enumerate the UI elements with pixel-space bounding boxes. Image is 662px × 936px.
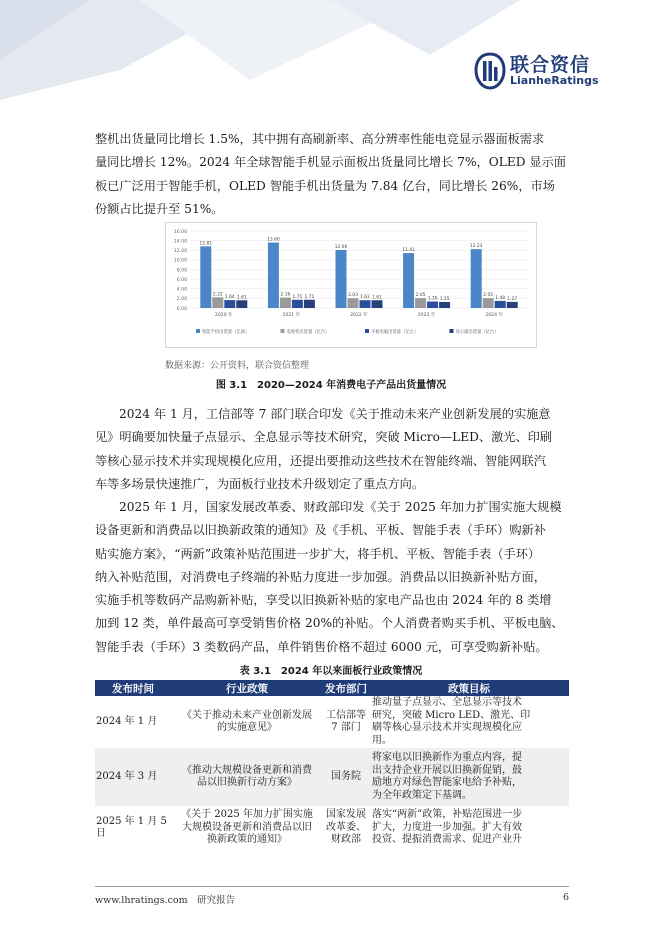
brand-logo (474, 50, 624, 94)
text-line: 智能手表（手环）3 类数码产品，单件销售价格不超过 6000 元，可享受购新补贴。 (95, 639, 548, 654)
data-label: 1.35 (427, 296, 438, 302)
text-line: 加到 12 类，单件最高可享受销售价格 20%的补贴。个人消费者购买手机、平板电脑、 (95, 616, 564, 631)
cell-line: 推动量子点显示、全息显示等技术 (372, 697, 522, 708)
y-tick-label: 16.00 (173, 229, 187, 235)
chart-bar (483, 298, 494, 308)
chart-bar (415, 298, 426, 308)
data-label: 1.48 (495, 295, 506, 301)
footer-divider (95, 886, 569, 887)
cell-line: 品以旧换新行动方案》 (197, 777, 297, 788)
cell-policy (171, 696, 323, 748)
cell-line: 换新政策的通知》 (207, 834, 287, 846)
data-label: 1.71 (304, 294, 315, 300)
y-tick-label: 8.00 (176, 268, 187, 274)
chart-bar (348, 298, 359, 308)
cell-line: 国家发展 (326, 809, 366, 821)
table-row (95, 748, 569, 806)
data-label: 13.60 (267, 237, 280, 243)
cell-line: 出支持企业开展以旧换新促销，鼓 (372, 764, 522, 776)
cell-line: 2024 年 1 月 (96, 715, 158, 727)
text-line: 纳入补贴范围，对消费电子终端的补贴力度进一步加强。消费品以旧换新补贴方面， (95, 569, 546, 584)
cell-line: 日 (96, 828, 106, 839)
policy-table (95, 680, 569, 850)
cell-policy (171, 748, 323, 806)
cell-line: 工信部等 (326, 709, 366, 721)
cell-time (95, 748, 171, 806)
cell-line: 《关于 2025 年加力扩围实施 (181, 809, 313, 821)
data-label: 2.05 (415, 293, 426, 299)
y-tick-label: 12.00 (173, 249, 187, 255)
legend-label: 显示器出货量（亿台） (455, 330, 499, 335)
data-label: 1.61 (236, 295, 247, 301)
logo-mark-icon (474, 52, 506, 90)
legend-label: 平板电脑出货量（亿台） (371, 330, 419, 335)
cell-line: 财政部 (331, 834, 361, 846)
y-tick-label: 0.00 (176, 306, 187, 312)
cell-line: 的实施意见》 (217, 722, 277, 733)
chart-bar (427, 302, 438, 308)
data-label: 12.23 (469, 244, 483, 250)
x-tick-label: 2024 年 (485, 313, 504, 318)
data-label: 12.81 (199, 241, 213, 247)
chart-bar (403, 253, 414, 308)
cell-line: 研究，突破 Micro LED、激光、印 (372, 709, 531, 721)
chart-bar (304, 300, 315, 308)
cell-line: 《推动大规模设备更新和消费 (182, 764, 312, 776)
cell-time (95, 806, 171, 850)
y-tick-label: 10.00 (173, 258, 187, 264)
cell-line: 将家电以旧换新作为重点内容，提 (372, 752, 522, 763)
chart-canvas (166, 223, 536, 347)
legend-swatch (281, 329, 285, 333)
column-header: 发布部门 (323, 680, 369, 696)
chart-bar (200, 246, 211, 308)
data-label: 2.03 (348, 293, 358, 299)
chart-bar (268, 243, 279, 308)
cell-line: 国务院 (331, 770, 361, 782)
page-number: 6 (562, 892, 569, 903)
data-label: 1.62 (360, 295, 370, 301)
chart-bar (212, 297, 223, 308)
cell-line: 用。 (372, 734, 392, 746)
data-label: 1.71 (292, 294, 303, 300)
text-line: 整机出货量同比增长 1.5%，其中拥有高刷新率、高分辨率性能电竞显示器面板需求 (95, 132, 545, 146)
data-label: 1.61 (372, 295, 382, 301)
column-header: 行业政策 (171, 680, 323, 696)
y-tick-label: 4.00 (176, 287, 187, 293)
figure-caption: 图 3.1 2020—2024 年消费电子产品出货量情况 (215, 380, 447, 391)
cell-line: 2024 年 3 月 (96, 770, 158, 782)
data-label: 11.41 (402, 248, 415, 254)
data-label: 1.27 (507, 296, 518, 302)
cell-line: 落实“两新”政策，补贴范围进一步 (372, 809, 523, 821)
y-tick-label: 6.00 (176, 277, 187, 283)
paragraph-1 (95, 128, 569, 221)
chart-bar (507, 302, 518, 308)
chart-bar (280, 298, 291, 308)
footer-site: www.lhratings.com 研究报告 (95, 895, 236, 906)
data-label: 1.25 (439, 296, 450, 302)
chart-bar (471, 249, 482, 308)
chart-bar (439, 302, 450, 308)
text-line: 量同比增长 12%。2024 年全球智能手机显示面板出货量同比增长 7%，OLED 显示面 (95, 155, 566, 170)
y-tick-label: 14.00 (173, 239, 187, 245)
paragraph-2 (95, 403, 569, 496)
table-row (95, 806, 569, 850)
cell-goal (369, 806, 569, 850)
chart-bar (236, 300, 247, 308)
text-line: 2025 年 1 月，国家发展改革委、财政部印发《关于 2025 年加力扩围实施大规模 (119, 500, 562, 514)
text-line: 实施手机等数码产品购新补贴，享受以旧换新补贴的家电产品也由 2024 年的 8 类增 (95, 593, 552, 608)
x-tick-label: 2022 年 (350, 313, 368, 318)
chart-bar (292, 300, 303, 308)
shipment-chart (165, 222, 537, 348)
chart-bar (495, 301, 506, 308)
logo-english-name: LianheRatings (510, 74, 599, 87)
paragraph-3 (95, 496, 569, 659)
cell-line: 扩大，力度进一步加强。扩大有效 (372, 821, 522, 833)
chart-bar (224, 300, 235, 308)
x-tick-label: 2020 年 (214, 313, 233, 318)
cell-line: 改革委、 (326, 821, 366, 833)
cell-line: 刷等核心显示技术并实现规模化应 (372, 722, 522, 733)
text-line: 份额占比提升至 51%。 (95, 201, 224, 216)
text-line: 板已广泛用于智能手机，OLED 智能手机出货量为 7.84 亿台，同比增长 26%，市场 (95, 178, 555, 193)
text-line: 贴实施方案》，“两新”政策补贴范围进一步扩大，将手机、平板、智能手表（手环） (95, 546, 541, 561)
data-label: 2.16 (280, 292, 291, 298)
legend-label: 电视机出货量（亿台） (286, 330, 330, 335)
chart-bar (336, 250, 347, 308)
x-tick-label: 2023 年 (417, 313, 436, 318)
text-line: 车等多场景快速推广，为面板行业技术升级划定了重点方向。 (95, 476, 425, 491)
y-tick-label: 2.00 (176, 297, 187, 303)
data-label: 12.06 (334, 244, 348, 250)
column-header: 发布时间 (95, 680, 171, 696)
cell-dept (323, 696, 369, 748)
column-header: 政策目标 (369, 680, 569, 696)
source-note: 数据来源：公开资料，联合资信整理 (165, 361, 310, 371)
cell-policy (171, 806, 323, 850)
table-header-row (95, 680, 569, 696)
chart-bar (360, 300, 371, 308)
text-line: 2024 年 1 月，工信部等 7 部门联合印发《关于推动未来产业创新发展的实施意 (119, 407, 551, 421)
table-row (95, 696, 569, 748)
text-line: 等核心显示技术并实现规模化应用，还提出要推动这些技术在智能终端、智能网联汽 (95, 453, 546, 468)
legend-swatch (196, 329, 200, 333)
logo-chinese-name: 联合资信 (510, 54, 591, 76)
x-tick-label: 2021 年 (282, 313, 301, 318)
cell-line: 投资、提振消费需求、促进产业升 (372, 834, 522, 846)
data-label: 2.22 (212, 292, 223, 298)
cell-line: 《关于推动未来产业创新发展 (182, 709, 312, 721)
cell-goal (369, 696, 569, 748)
cell-line: 7 部门 (331, 722, 361, 733)
data-label: 1.64 (224, 295, 235, 301)
table-caption: 表 3.1 2024 年以来面板行业政策情况 (239, 666, 423, 677)
cell-line: 为全年政策定下基调。 (372, 789, 472, 801)
legend-label: 智能手机出货量（亿部） (202, 330, 250, 335)
legend-swatch (365, 329, 369, 333)
cell-line: 励地方对绿色智能家电给予补贴， (372, 777, 522, 788)
data-label: 2.05 (483, 293, 494, 299)
chart-bar (372, 300, 383, 308)
legend-swatch (450, 329, 454, 333)
cell-line: 2025 年 1 月 5 (96, 815, 167, 827)
cell-time (95, 696, 171, 748)
text-line: 见》明确要加快量子点显示、全息显示等技术研究，突破 Micro—LED、激光、印刷 (95, 430, 553, 445)
cell-dept (323, 748, 369, 806)
cell-dept (323, 806, 369, 850)
cell-line: 大规模设备更新和消费品以旧 (182, 821, 312, 833)
cell-goal (369, 748, 569, 806)
text-line: 设备更新和消费品以旧换新政策的通知》及《手机、平板、智能手表（手环）购新补 (95, 523, 546, 538)
